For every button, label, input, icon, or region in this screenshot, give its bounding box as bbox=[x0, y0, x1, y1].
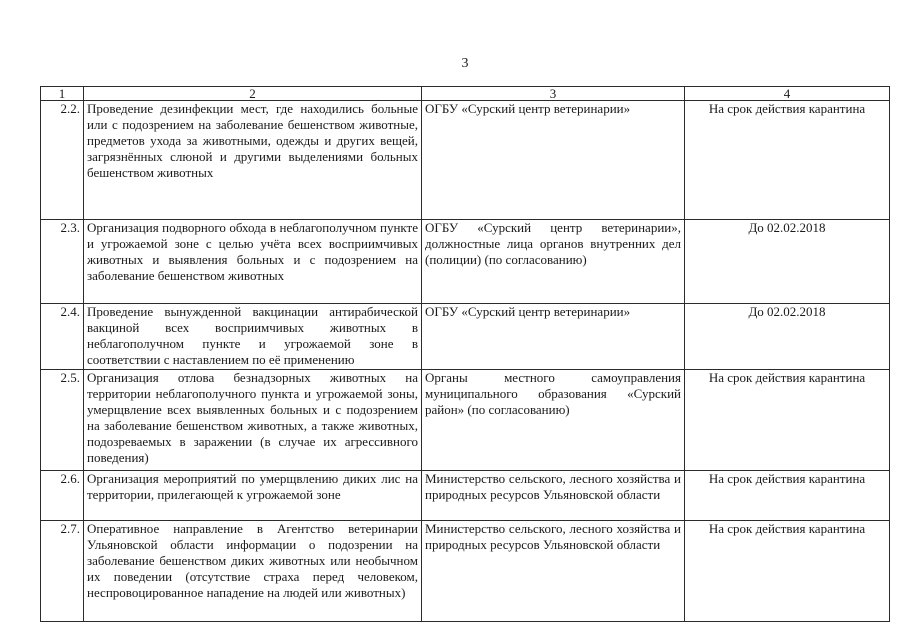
row-action: Организация отлова безнадзорных животных на территории неблагополучного пункта и угрожаемой зоны, умерщвление всех выявленных больных и с подозрением на заболевание бешенством животных, а также животных, подозреваемых в заражении (в случае их агрессивного поведения) bbox=[84, 370, 422, 471]
header-col-3: 3 bbox=[422, 87, 685, 101]
table-row bbox=[41, 521, 890, 622]
row-term: На срок действия карантина bbox=[685, 471, 890, 521]
table-row bbox=[41, 101, 890, 220]
row-action: Оперативное направление в Агентство ветеринарии Ульяновской области информации о подозрении на заболевание бешенством диких животных или необычном их поведении (отсутствие страха перед человеком, неспровоцированное нападение на людей или животных) bbox=[84, 521, 422, 622]
row-number: 2.6. bbox=[41, 471, 84, 521]
row-executor: Министерство сельского, лесного хозяйства и природных ресурсов Ульяновской области bbox=[422, 471, 685, 521]
page-number: 3 bbox=[461, 56, 469, 71]
row-executor: ОГБУ «Сурский центр ветеринарии» bbox=[422, 304, 685, 370]
row-term: До 02.02.2018 bbox=[685, 220, 890, 304]
row-term: На срок действия карантина bbox=[685, 521, 890, 622]
row-term: На срок действия карантина bbox=[685, 101, 890, 220]
header-col-4: 4 bbox=[685, 87, 890, 101]
table-row bbox=[41, 220, 890, 304]
row-term: На срок действия карантина bbox=[685, 370, 890, 471]
row-number: 2.3. bbox=[41, 220, 84, 304]
header-col-1: 1 bbox=[41, 87, 84, 101]
row-executor: Органы местного самоуправления муниципального образования «Сурский район» (по согласованию) bbox=[422, 370, 685, 471]
row-number: 2.4. bbox=[41, 304, 84, 370]
row-number: 2.5. bbox=[41, 370, 84, 471]
table-row bbox=[41, 471, 890, 521]
row-executor: Министерство сельского, лесного хозяйства и природных ресурсов Ульяновской области bbox=[422, 521, 685, 622]
table-row bbox=[41, 370, 890, 471]
row-number: 2.2. bbox=[41, 101, 84, 220]
row-action: Проведение дезинфекции мест, где находились больные или с подозрением на заболевание бешенством животные, предметов ухода за животными, одежды и других вещей, загрязнённых слюной и другими выделениями больных бешенством животных bbox=[84, 101, 422, 220]
table-header-row bbox=[41, 87, 890, 101]
row-number: 2.7. bbox=[41, 521, 84, 622]
row-executor: ОГБУ «Сурский центр ветеринарии», должностные лица органов внутренних дел (полиции) (по согласованию) bbox=[422, 220, 685, 304]
row-executor: ОГБУ «Сурский центр ветеринарии» bbox=[422, 101, 685, 220]
row-action: Организация подворного обхода в неблагополучном пункте и угрожаемой зоне с целью учёта всех восприимчивых животных и выявления больных и с подозрением на заболевание бешенством животных bbox=[84, 220, 422, 304]
row-term: До 02.02.2018 bbox=[685, 304, 890, 370]
row-action: Организация мероприятий по умерщвлению диких лис на территории, прилегающей к угрожаемой зоне bbox=[84, 471, 422, 521]
row-action: Проведение вынужденной вакцинации антирабической вакциной всех восприимчивых животных в неблагополучном пункте и угрожаемой зоне в соответствии с наставлением по её применению bbox=[84, 304, 422, 370]
measures-table bbox=[40, 86, 890, 622]
table-row bbox=[41, 304, 890, 370]
header-col-2: 2 bbox=[84, 87, 422, 101]
